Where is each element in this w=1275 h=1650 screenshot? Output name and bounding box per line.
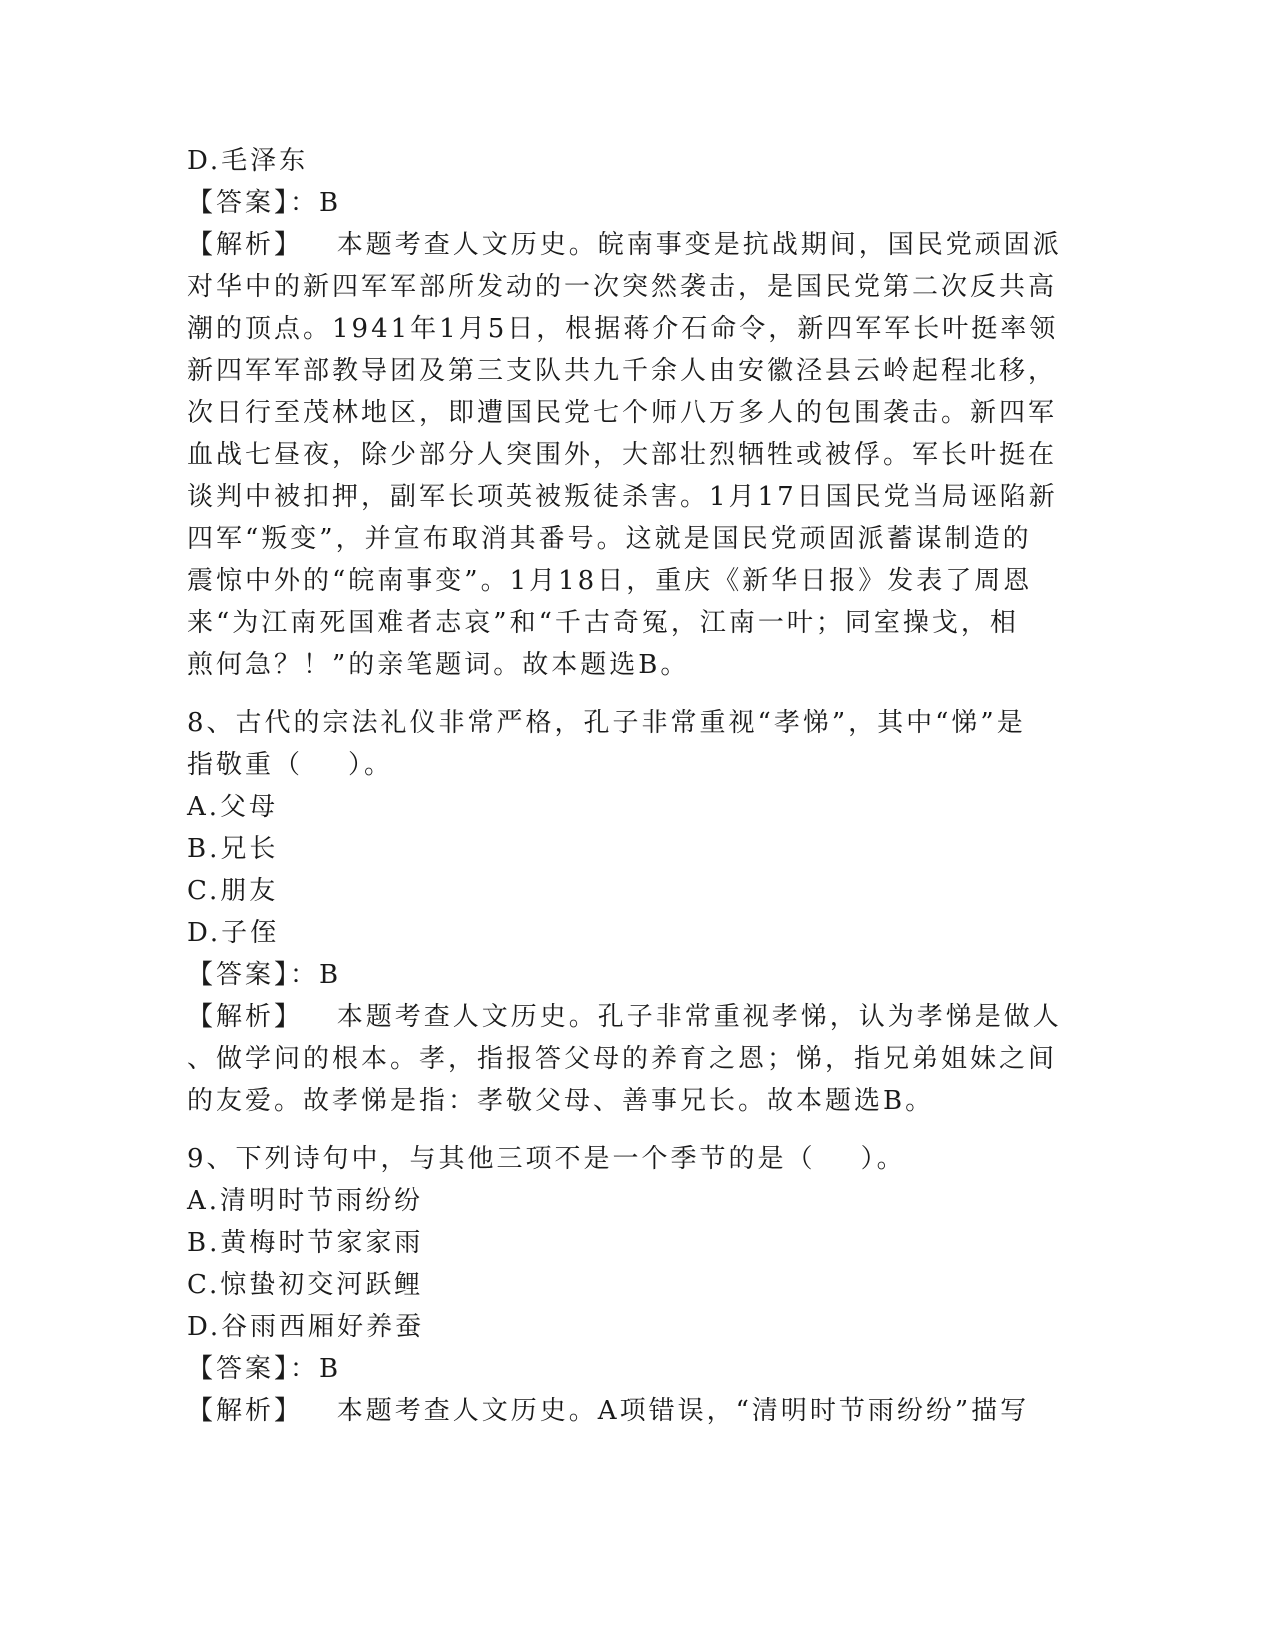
q7-analysis-line: 对华中的新四军军部所发动的一次突然袭击，是国民党第二次反共高 bbox=[187, 272, 1058, 302]
q9-option-c: C.惊蛰初交河跃鲤 bbox=[187, 1270, 424, 1300]
q8-analysis-line: 【解析】 本题考查人文历史。孔子非常重视孝悌，认为孝悌是做人 bbox=[187, 1002, 1062, 1032]
q9-question: 9、下列诗句中，与其他三项不是一个季节的是（ ）。 bbox=[187, 1144, 906, 1174]
q7-analysis-line: 煎何急？！”的亲笔题词。故本题选B。 bbox=[187, 650, 690, 680]
q9-option-b: B.黄梅时节家家雨 bbox=[187, 1228, 424, 1258]
q8-answer: 【答案】：B bbox=[187, 960, 342, 990]
q7-analysis-line: 四军“叛变”，并宣布取消其番号。这就是国民党顽固派蓄谋制造的 bbox=[187, 524, 1032, 554]
q9-analysis-line: 【解析】 本题考查人文历史。A项错误，“清明时节雨纷纷”描写 bbox=[187, 1396, 1030, 1426]
q8-option-d: D.子侄 bbox=[187, 918, 280, 948]
q7-analysis-line: 来“为江南死国难者志哀”和“千古奇冤，江南一叶；同室操戈，相 bbox=[187, 608, 1019, 638]
q8-question-line: 指敬重（ ）。 bbox=[187, 750, 394, 780]
q7-option-d: D.毛泽东 bbox=[187, 146, 309, 176]
q9-answer: 【答案】：B bbox=[187, 1354, 342, 1384]
q7-analysis-line: 血战七昼夜，除少部分人突围外，大部壮烈牺牲或被俘。军长叶挺在 bbox=[187, 440, 1058, 470]
q7-answer: 【答案】：B bbox=[187, 188, 342, 218]
q7-analysis-line: 谈判中被扣押，副军长项英被叛徒杀害。1月17日国民党当局诬陷新 bbox=[187, 482, 1058, 512]
q8-option-b: B.兄长 bbox=[187, 834, 279, 864]
q7-analysis-line: 新四军军部教导团及第三支队共九千余人由安徽泾县云岭起程北移， bbox=[187, 356, 1058, 386]
q7-analysis-line: 【解析】 本题考查人文历史。皖南事变是抗战期间，国民党顽固派 bbox=[187, 230, 1062, 260]
q8-analysis-line: 、做学问的根本。孝，指报答父母的养育之恩；悌，指兄弟姐妹之间 bbox=[187, 1044, 1058, 1074]
q7-analysis-line: 潮的顶点。1941年1月5日，根据蒋介石命令，新四军军长叶挺率领 bbox=[187, 314, 1059, 344]
q8-question-line: 8、古代的宗法礼仪非常严格，孔子非常重视“孝悌”，其中“悌”是 bbox=[187, 708, 1026, 738]
q7-analysis-line: 震惊中外的“皖南事变”。1月18日，重庆《新华日报》发表了周恩 bbox=[187, 566, 1033, 596]
q8-option-a: A.父母 bbox=[187, 792, 279, 822]
q8-analysis-line: 的友爱。故孝悌是指：孝敬父母、善事兄长。故本题选B。 bbox=[187, 1086, 935, 1116]
q9-option-d: D.谷雨西厢好养蚕 bbox=[187, 1312, 425, 1342]
q9-option-a: A.清明时节雨纷纷 bbox=[187, 1186, 424, 1216]
q7-analysis-line: 次日行至茂林地区，即遭国民党七个师八万多人的包围袭击。新四军 bbox=[187, 398, 1058, 428]
q8-option-c: C.朋友 bbox=[187, 876, 279, 906]
